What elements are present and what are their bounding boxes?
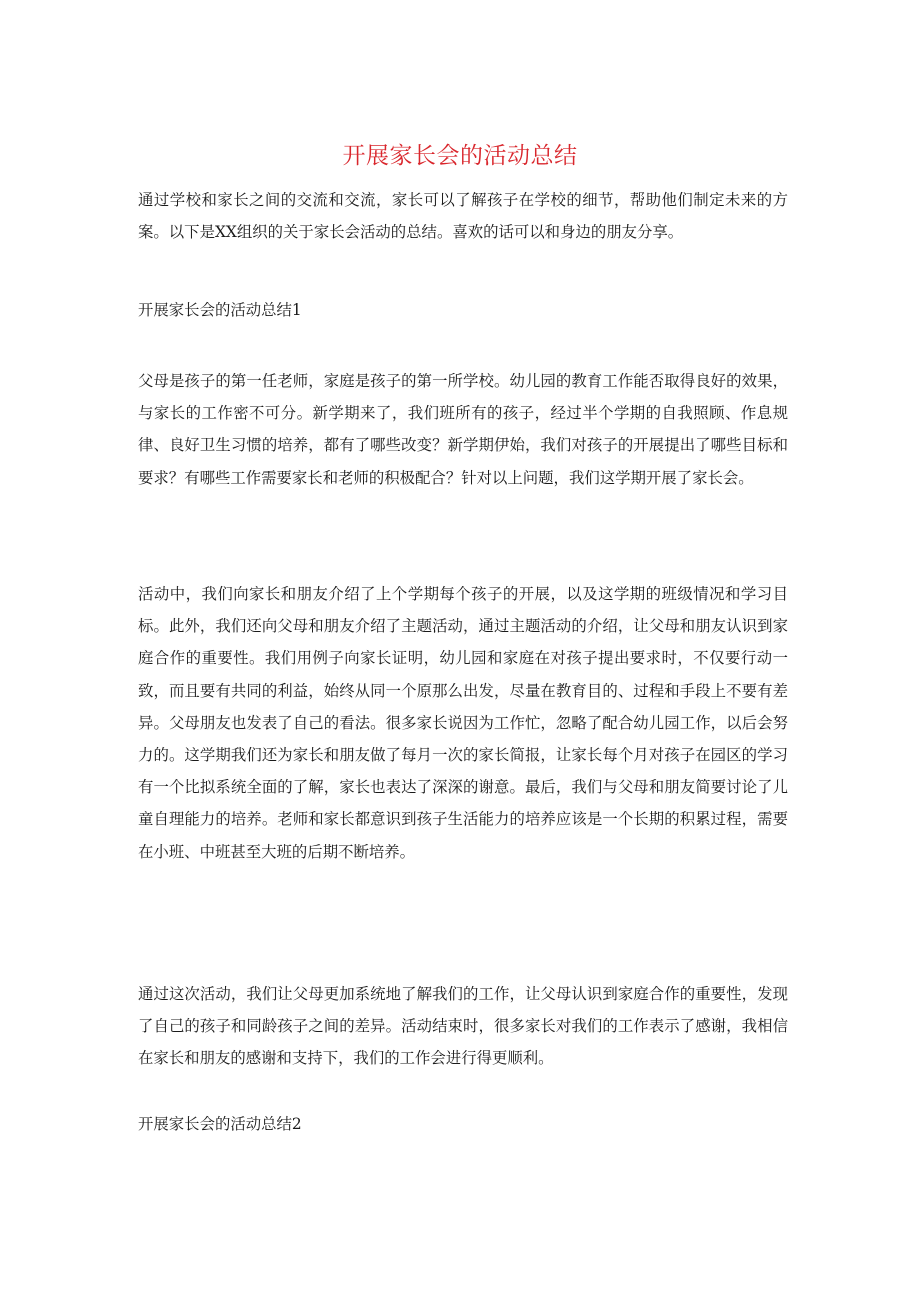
- document-title: 开展家长会的活动总结: [342, 143, 578, 169]
- intro-paragraph: 通过学校和家长之间的交流和交流，家长可以了解孩子在学校的细节，帮助他们制定未来的方案。以下是XX组织的关于家长会活动的总结。喜欢的话可以和身边的朋友分享。: [138, 191, 788, 242]
- section1-paragraph-2: 活动中，我们向家长和朋友介绍了上个学期每个孩子的开展，以及这学期的班级情况和学习目标。此外，我们还向父母和朋友介绍了主题活动，通过主题活动的介绍，让父母和朋友认识到家庭合作的重要性。我们用例子向家长证明，幼儿园和家庭在对孩子提出要求时，不仅要行动一致，而且要有共同的利益，始终从同一个原那么出发，尽量在教育目的、过程和手段上不要有差异。父母朋友也发表了自己的看法。很多家长说因为工作忙，忽略了配合幼儿园工作，以后会努力的。这学期我们还为家长和朋友做了每月一次的家长简报，让家长每个月对孩子在园区的学习有一个比拟系统全面的了解，家长也表达了深深的谢意。最后，我们与父母和朋友简要讨论了儿童自理能力的培养。老师和家长都意识到孩子生活能力的培养应该是一个长期的积累过程，需要在小班、中班甚至大班的后期不断培养。: [138, 585, 788, 861]
- section1-paragraph-1: 父母是孩子的第一任老师，家庭是孩子的第一所学校。幼儿园的教育工作能否取得良好的效果，与家长的工作密不可分。新学期来了，我们班所有的孩子，经过半个学期的自我照顾、作息规律、良好卫生习惯的培养，都有了哪些改变？新学期伊始，我们对孩子的开展提出了哪些目标和要求？有哪些工作需要家长和老师的积极配合？针对以上问题，我们这学期开展了家长会。: [138, 372, 788, 487]
- section-heading-1: 开展家长会的活动总结1: [138, 301, 302, 319]
- section1-paragraph-3: 通过这次活动，我们让父母更加系统地了解我们的工作，让父母认识到家庭合作的重要性，发现了自己的孩子和同龄孩子之间的差异。活动结束时，很多家长对我们的工作表示了感谢，我相信在家长和朋友的感谢和支持下，我们的工作会进行得更顺利。: [138, 985, 788, 1068]
- section-heading-2: 开展家长会的活动总结2: [138, 1115, 302, 1133]
